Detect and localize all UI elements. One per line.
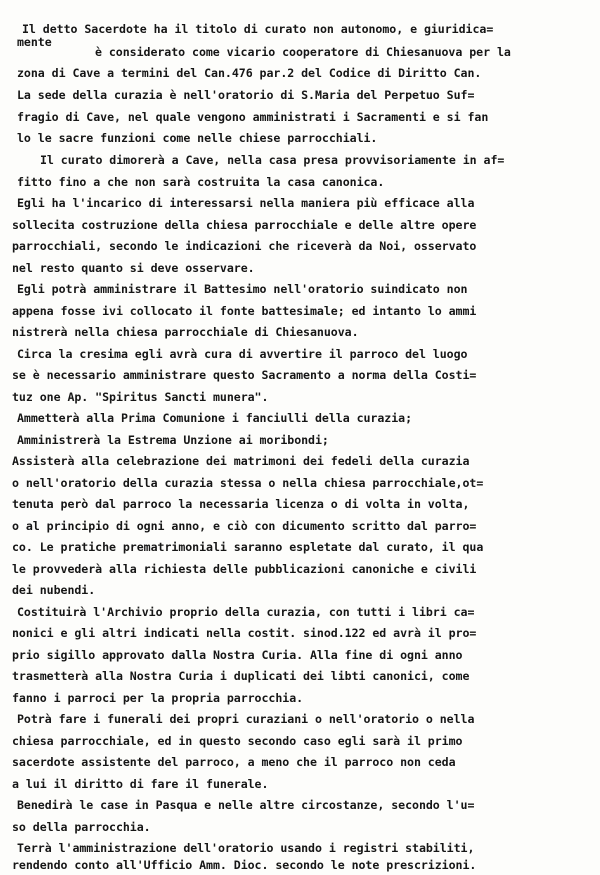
document-line: Benedirà le case in Pasqua e nelle altre circostanze, secondo l'u= <box>17 798 475 812</box>
document-line: rendendo conto all'Ufficio Amm. Dioc. secondo le note prescrizioni. <box>12 858 477 872</box>
document-line: Egli ha l'incarico di interessarsi nella maniera più efficace alla <box>17 196 475 210</box>
document-line: fitto fino a che non sarà costruita la casa canonica. <box>17 175 385 189</box>
document-line: prio sigillo approvato dalla Nostra Curia. Alla fine di ogni anno <box>12 648 463 662</box>
document-line: Il curato dimorerà a Cave, nella casa presa provvisoriamente in af= <box>40 153 505 167</box>
document-line: o al principio di ogni anno, e ciò con dicumento scritto dal parro= <box>12 519 477 533</box>
document-line: Il detto Sacerdote ha il titolo di curato non autonomo, e giuridica= <box>22 22 494 36</box>
document-line: Ammetterà alla Prima Comunione i fanciulli della curazia; <box>17 411 413 425</box>
document-line: nonici e gli altri indicati nella costit. sinod.122 ed avrà il pro= <box>12 626 477 640</box>
document-line: mente <box>17 35 52 49</box>
document-line: tuz one Ap. "Spiritus Sancti munera". <box>12 390 269 404</box>
document-line: Egli potrà amministrare il Battesimo nell'oratorio suindicato non <box>17 282 468 296</box>
document-line: sacerdote assistente del parroco, a meno che il parroco non ceda <box>12 755 456 769</box>
document-line: appena fosse ivi collocato il fonte battesimale; ed intanto lo ammi <box>12 304 477 318</box>
document-line: Assisterà alla celebrazione dei matrimoni dei fedeli della curazia <box>12 454 470 468</box>
document-line: Costituirà l'Archivio proprio della curazia, con tutti i libri ca= <box>17 605 475 619</box>
document-line: trasmetterà alla Nostra Curia i duplicati dei libti canonici, come <box>12 669 470 683</box>
document-line: le provvederà alla richiesta delle pubblicazioni canoniche e civili <box>12 562 477 576</box>
document-line: tenuta però dal parroco la necessaria licenza o di volta in volta, <box>12 497 470 511</box>
document-line: nistrerà nella chiesa parrocchiale di Chiesanuova. <box>12 325 359 339</box>
document-line: se è necessario amministrare questo Sacramento a norma della Costi= <box>12 368 477 382</box>
document-line: parrocchiali, secondo le indicazioni che riceverà da Noi, osservato <box>12 239 477 253</box>
document-line: Terrà l'amministrazione dell'oratorio usando i registri stabiliti, <box>17 841 475 855</box>
document-line: fragio di Cave, nel quale vengono amministrati i Sacramenti e si fan <box>17 110 489 124</box>
document-line: a lui il diritto di fare il funerale. <box>12 777 269 791</box>
document-line: La sede della curazia è nell'oratorio di S.Maria del Perpetuo Suf= <box>17 88 475 102</box>
document-line: è considerato come vicario cooperatore di Chiesanuova per la <box>95 45 511 59</box>
document-line: Amministrerà la Estrema Unzione ai moribondi; <box>17 433 329 447</box>
document-line: Potrà fare i funerali dei propri curaziani o nell'oratorio o nella <box>17 712 475 726</box>
document-line: co. Le pratiche prematrimoniali saranno espletate dal curato, il qua <box>12 540 484 554</box>
document-line: nel resto quanto si deve osservare. <box>12 261 255 275</box>
document-line: lo le sacre funzioni come nelle chiese parrocchiali. <box>17 131 378 145</box>
document-line: dei nubendi. <box>12 583 96 597</box>
document-line: chiesa parrocchiale, ed in questo secondo caso egli sarà il primo <box>12 734 463 748</box>
document-line: sollecita costruzione della chiesa parrocchiale e delle altre opere <box>12 218 477 232</box>
document-line: o nell'oratorio della curazia stessa o nella chiesa parrocchiale,ot= <box>12 476 484 490</box>
document-line: zona di Cave a termini del Can.476 par.2 del Codice di Diritto Can. <box>17 66 482 80</box>
document-line: Circa la cresima egli avrà cura di avvertire il parroco del luogo <box>17 347 468 361</box>
document-line: so della parrocchia. <box>12 820 151 834</box>
document-line: fanno i parroci per la propria parrocchia. <box>12 691 304 705</box>
